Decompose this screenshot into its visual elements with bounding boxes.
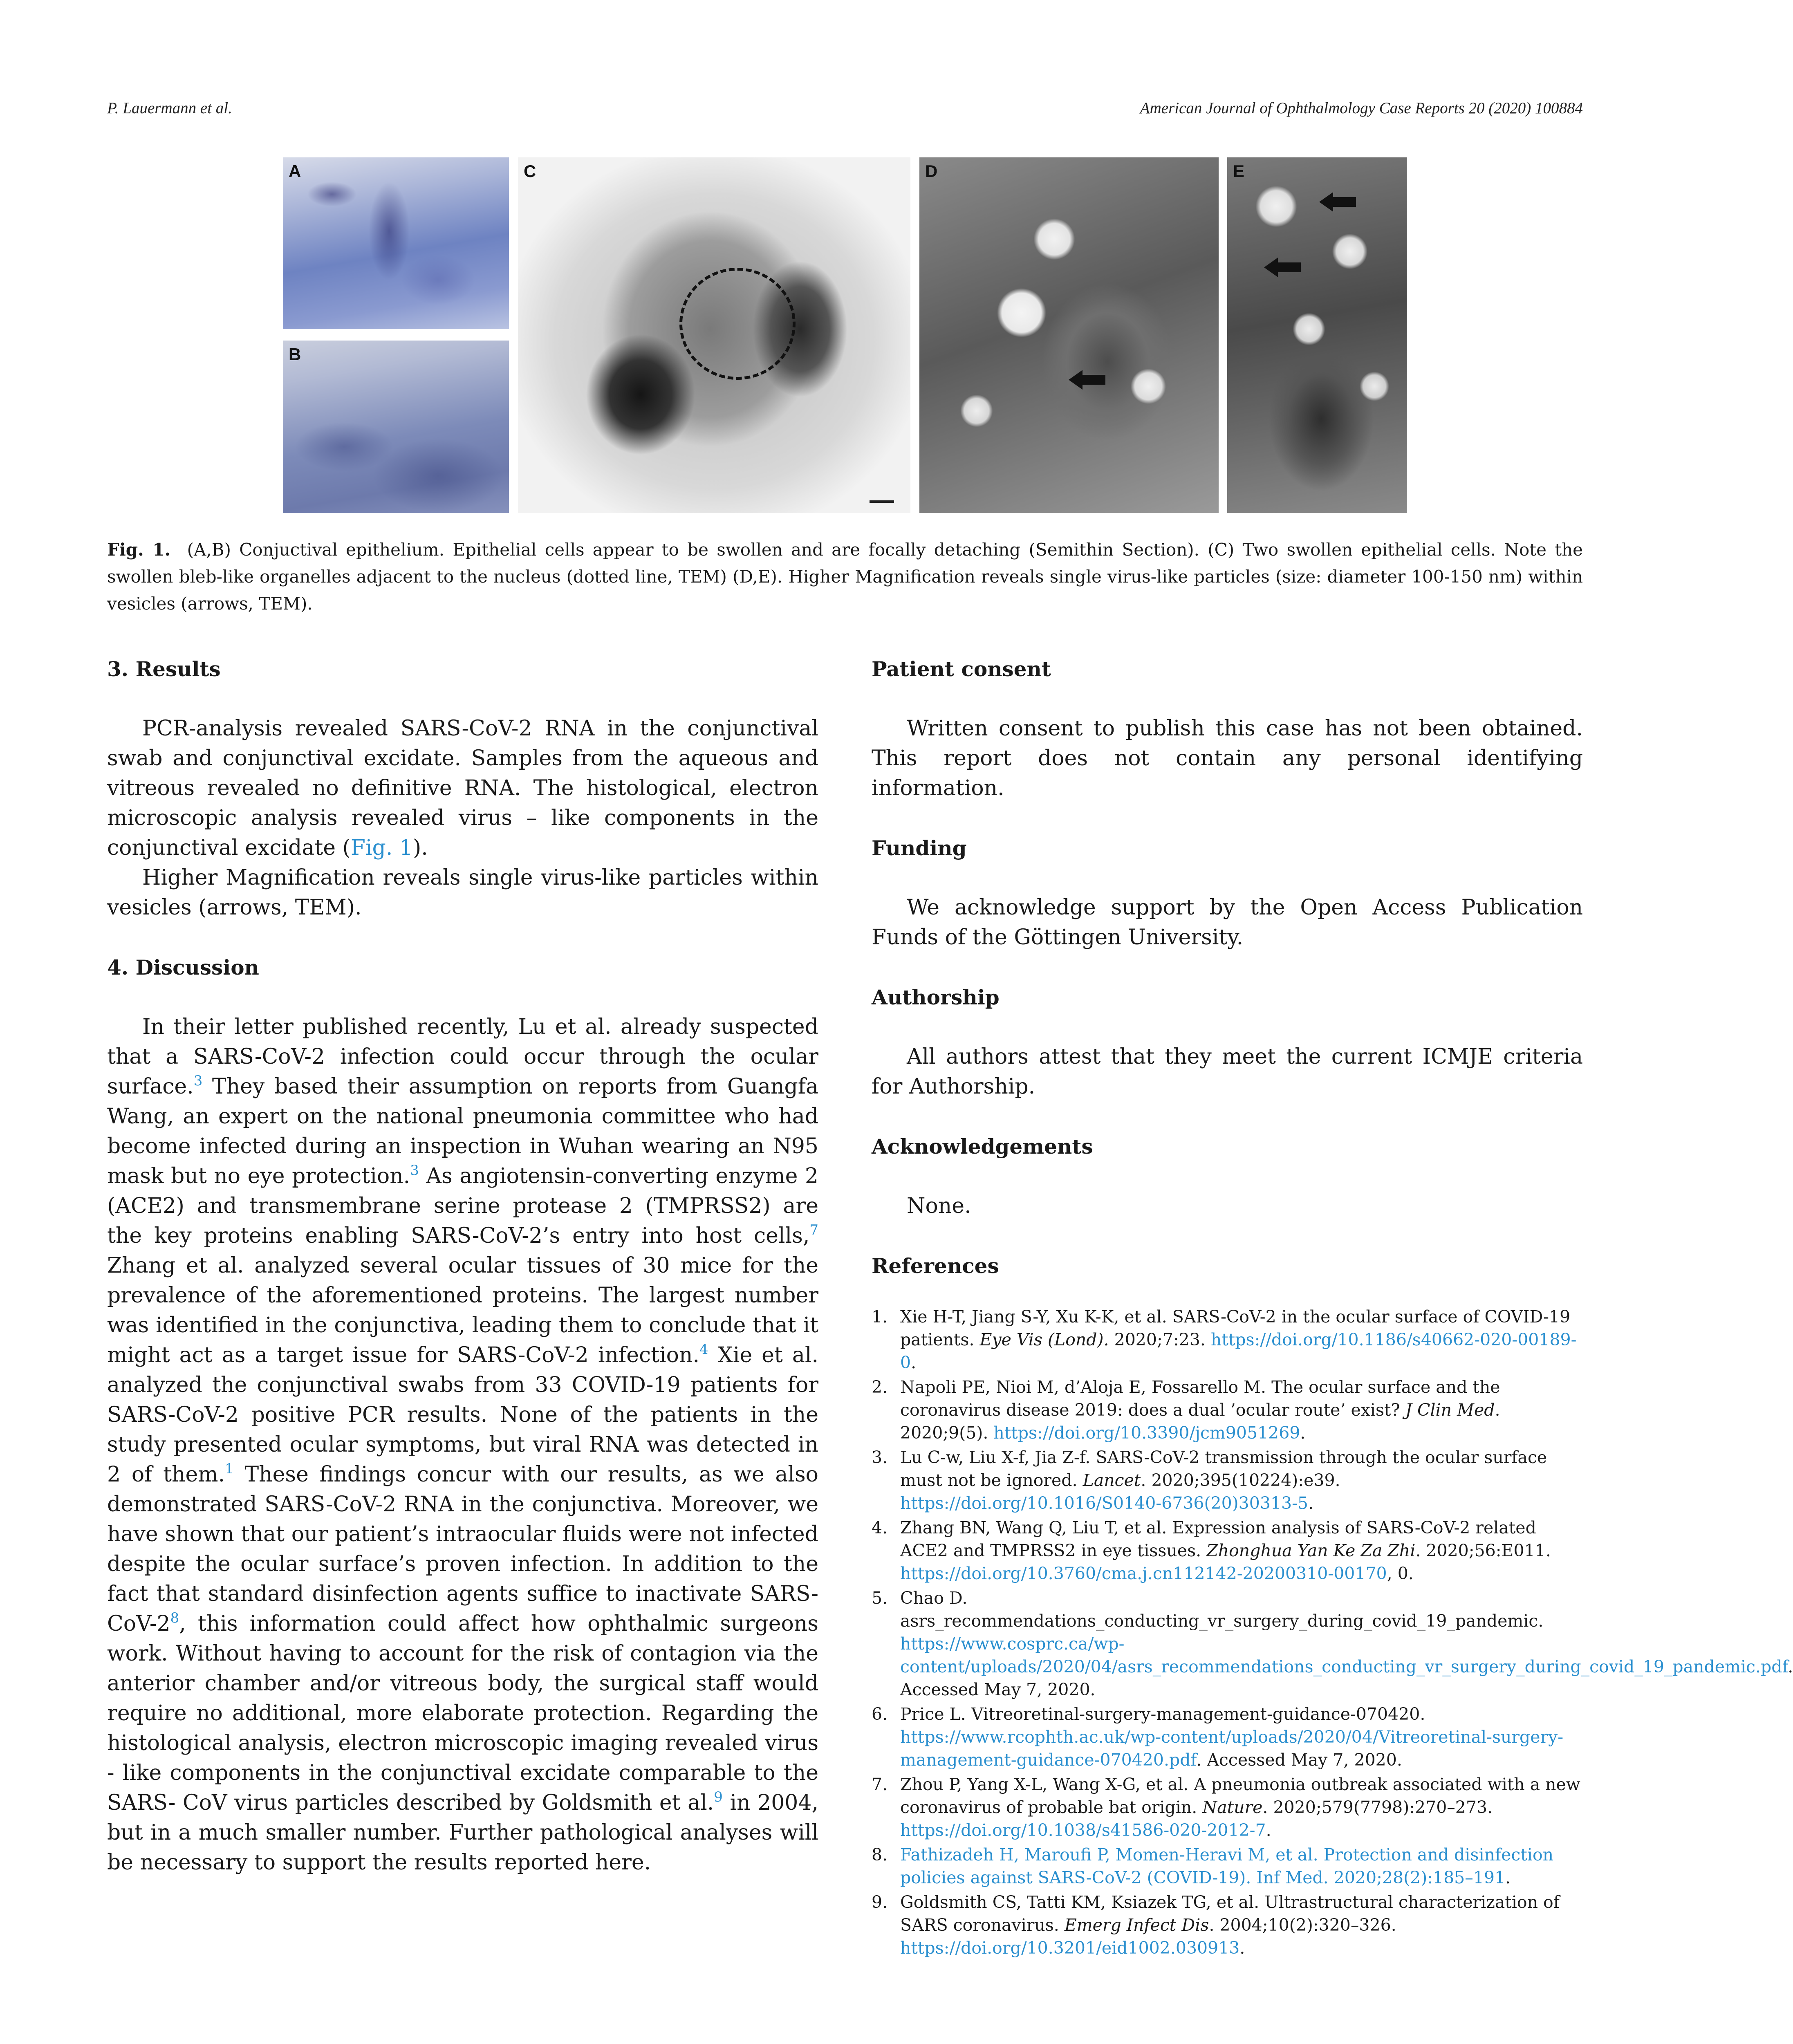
doi-link[interactable]: https://doi.org/10.1038/s41586-020-2012-7 xyxy=(900,1820,1266,1840)
results-paragraph-1: PCR-analysis revealed SARS-CoV-2 RNA in the conjunctival swab and conjunctival excidate. Samples from the aqueous and vitreous revealed no definitive RNA. The histological, electron microscopic analysis revealed virus – like components in the conjunctival excidate (Fig. 1). xyxy=(107,716,818,860)
citation-link[interactable]: 7 xyxy=(809,1222,818,1238)
caption-label: Fig. 1. xyxy=(107,540,171,560)
figure-panel-d xyxy=(919,157,1219,513)
doi-link[interactable]: https://doi.org/10.3201/eid1002.030913 xyxy=(900,1938,1240,1958)
running-head-authors: P. Lauermann et al. xyxy=(107,99,232,117)
results-heading: 3. Results xyxy=(107,657,221,681)
panel-label-c: C xyxy=(524,161,536,181)
figure-panel-a xyxy=(283,157,509,329)
url-link[interactable]: https://www.rcophth.ac.uk/wp-content/uploads/2020/04/Vitreoretinal-surgery-management-guidance-070420.pdf xyxy=(900,1727,1564,1770)
reference-list xyxy=(872,1305,1793,1959)
doi-link[interactable]: https://doi.org/10.3760/cma.j.cn112142-20200310-00170 xyxy=(900,1564,1387,1583)
reference-link[interactable]: Fathizadeh H, Maroufi P, Momen-Heravi M, et al. Protection and disinfection policies against SARS-CoV-2 (COVID-19). Inf Med. 2020;28(2):185–191 xyxy=(900,1845,1554,1887)
authorship-text: All authors attest that they meet the current ICMJE criteria for Authorship. xyxy=(872,1044,1583,1099)
citation-link[interactable]: 3 xyxy=(410,1162,419,1179)
caption-text: (A,B) Conjuctival epithelium. Epithelial cells appear to be swollen and are focally detaching (Semithin Section). (C) Two swollen epithelial cells. Note the swollen bleb-like organelles adjacent to the nucleus (dotted line, TEM) (D,E). Higher Magnification reveals single virus-like particles (size: diameter 100-150 nm) within vesicles (arrows, TEM). xyxy=(107,540,1583,614)
figure-caption xyxy=(107,536,1583,617)
reference-item: 2. Napoli PE, Nioi M, d’Aloja E, Fossarello M. The ocular surface and the coronavirus disease 2019: does a dual ’ocular route’ exist? J Clin Med. 2020;9(5). https://doi.org/10.3390/jcm9051269. xyxy=(872,1377,1500,1443)
discussion-heading: 4. Discussion xyxy=(107,955,259,979)
reference-item: 3. Lu C-w, Liu X-f, Jia Z-f. SARS-CoV-2 transmission through the ocular surface must not be ignored. Lancet. 2020;395(10224):e39. https://doi.org/10.1016/S0140-6736(20)30313-5. xyxy=(872,1448,1547,1513)
results-paragraph-2: Higher Magnification reveals single virus-like particles within vesicles (arrows, TEM). xyxy=(107,865,818,920)
acknowledgements-heading: Acknowledgements xyxy=(872,1134,1093,1159)
reference-item: 7. Zhou P, Yang X-L, Wang X-G, et al. A pneumonia outbreak associated with a new coronavirus of probable bat origin. Nature. 2020;579(7798):270–273. https://doi.org/10.1038/s41586-020-2012-7. xyxy=(872,1775,1580,1840)
citation-link[interactable]: 4 xyxy=(699,1341,708,1358)
panel-label-b: B xyxy=(289,345,301,364)
doi-link[interactable]: https://doi.org/10.1186/s40662-020-00189-0 xyxy=(900,1330,1577,1372)
panel-label-d: D xyxy=(925,161,938,181)
citation-link[interactable]: 9 xyxy=(714,1789,723,1805)
reference-item: 4. Zhang BN, Wang Q, Liu T, et al. Expression analysis of SARS-CoV-2 related ACE2 and TMPRSS2 in eye tissues. Zhonghua Yan Ke Za Zhi. 2020;56:E011. https://doi.org/10.3760/cma.j.cn112142-20200310-00170, 0. xyxy=(872,1518,1551,1583)
panel-label-a: A xyxy=(289,161,301,181)
citation-link[interactable]: 8 xyxy=(170,1610,179,1626)
arrow-icon xyxy=(1264,258,1301,277)
figure-panel-e xyxy=(1227,157,1407,513)
reference-item: 6. Price L. Vitreoretinal-surgery-management-guidance-070420. https://www.rcophth.ac.uk/wp-content/uploads/2020/04/Vitreoretinal-surgery-management-guidance-070420.pdf. Accessed May 7, 2020. xyxy=(872,1704,1564,1770)
figure-1 xyxy=(283,157,1407,513)
discussion-paragraph: In their letter published recently, Lu et al. already suspected that a SARS-CoV-2 infection could occur through the ocular surface.$^3$ They based their assumption on reports from Guangfa Wang, an expert on the national pneumonia committee who had become infected during an inspection in Wuhan wearing an N95 mask but no eye protection.$^3$ As angiotensin-converting enzyme 2 (ACE2) and transmembrane serine protease 2 (TMPRSS2) are the key proteins enabling SARS-CoV-2’s entry into host cells,$^7$ Zhang et al. analyzed several ocular tissues of 30 mice for the prevalence of the aforementioned proteins. The largest number was identified in the conjunctiva, leading them to conclude that it might act as a target issue for SARS-CoV-2 infection.$^4$ Xie et al. analyzed the conjunctival swabs from 33 COVID-19 patients for SARS-CoV-2 positive PCR results. None of the patients in the study presented ocular symptoms, but viral RNA was detected in 2 of them.$^1$ These findings concur with our results, as we also demonstrated SARS-CoV-2 RNA in the conjunctiva. Moreover, we have shown that our patient’s intraocular fluids were not infected despite the ocular surface’s proven infection. In addition to the fact that standard disinfection agents suffice to inactivate SARS-$CoV-2^8$, this information could affect how ophthalmic surgeons work. Without having to account for the risk of contagion via the anterior chamber and/or vitreous body, the surgical staff would require no additional, more elaborate protection. Regarding the histological analysis, electron microscopic imaging revealed virus - like components in the conjunctival excidate comparable to the SARS- CoV virus particles described by Goldsmith et al.$^9$ in 2004, but in a much smaller number. Further pathological analyses will be necessary to support the results reported here. xyxy=(107,1015,819,1875)
figure-panel-b xyxy=(283,341,509,513)
arrow-icon xyxy=(1319,192,1356,212)
patient-consent-heading: Patient consent xyxy=(872,657,1051,681)
reference-item: 1. Xie H-T, Jiang S-Y, Xu K-K, et al. SARS-CoV-2 in the ocular surface of COVID-19 patients. Eye Vis (Lond). 2020;7:23. https://doi.org/10.1186/s40662-020-00189-0. xyxy=(872,1307,1577,1372)
left-column xyxy=(107,654,818,1878)
doi-link[interactable]: https://doi.org/10.1016/S0140-6736(20)30313-5 xyxy=(900,1493,1309,1513)
funding-text: We acknowledge support by the Open Access Publication Funds of the Göttingen University. xyxy=(872,895,1583,950)
authorship-heading: Authorship xyxy=(872,985,1000,1009)
arrow-icon xyxy=(1069,370,1105,390)
running-head-journal: American Journal of Ophthalmology Case Reports 20 (2020) 100884 xyxy=(1140,99,1583,117)
references-heading: References xyxy=(872,1254,999,1278)
doi-link[interactable]: https://doi.org/10.3390/jcm9051269 xyxy=(993,1423,1300,1443)
patient-consent-text: Written consent to publish this case has not been obtained. This report does not contain any personal identifying information. xyxy=(872,716,1583,800)
right-column xyxy=(872,654,1793,1961)
scale-bar xyxy=(870,500,894,503)
citation-link[interactable]: 3 xyxy=(193,1073,203,1089)
reference-item: 9. Goldsmith CS, Tatti KM, Ksiazek TG, et al. Ultrastructural characterization of SARS coronavirus. Emerg Infect Dis. 2004;10(2):320–326. https://doi.org/10.3201/eid1002.030913. xyxy=(872,1892,1560,1958)
reference-item: 8. Fathizadeh H, Maroufi P, Momen-Heravi M, et al. Protection and disinfection policies against SARS-CoV-2 (COVID-19). Inf Med. 2020;28(2):185–191. xyxy=(872,1845,1554,1887)
dotted-outline xyxy=(679,268,796,380)
url-link[interactable]: https://www.cosprc.ca/wp-content/uploads/2020/04/asrs_recommendations_conducting_vr_surgery_during_covid_19_pandemic.pdf xyxy=(900,1634,1788,1676)
panel-label-e: E xyxy=(1233,161,1245,181)
citation-link[interactable]: 1 xyxy=(225,1461,234,1477)
acknowledgements-text: None. xyxy=(907,1194,971,1218)
funding-heading: Funding xyxy=(872,836,967,860)
figure-1-link[interactable]: Fig. 1 xyxy=(350,836,413,860)
reference-item: 5. Chao D. asrs_recommendations_conducting_vr_surgery_during_covid_19_pandemic. https://www.cosprc.ca/wp-content/uploads/2020/04/asrs_recommendations_conducting_vr_surgery_during_covid_19_pandemic.pdf. Accessed May 7, 2020. xyxy=(872,1588,1793,1699)
figure-panel-c xyxy=(518,157,910,513)
